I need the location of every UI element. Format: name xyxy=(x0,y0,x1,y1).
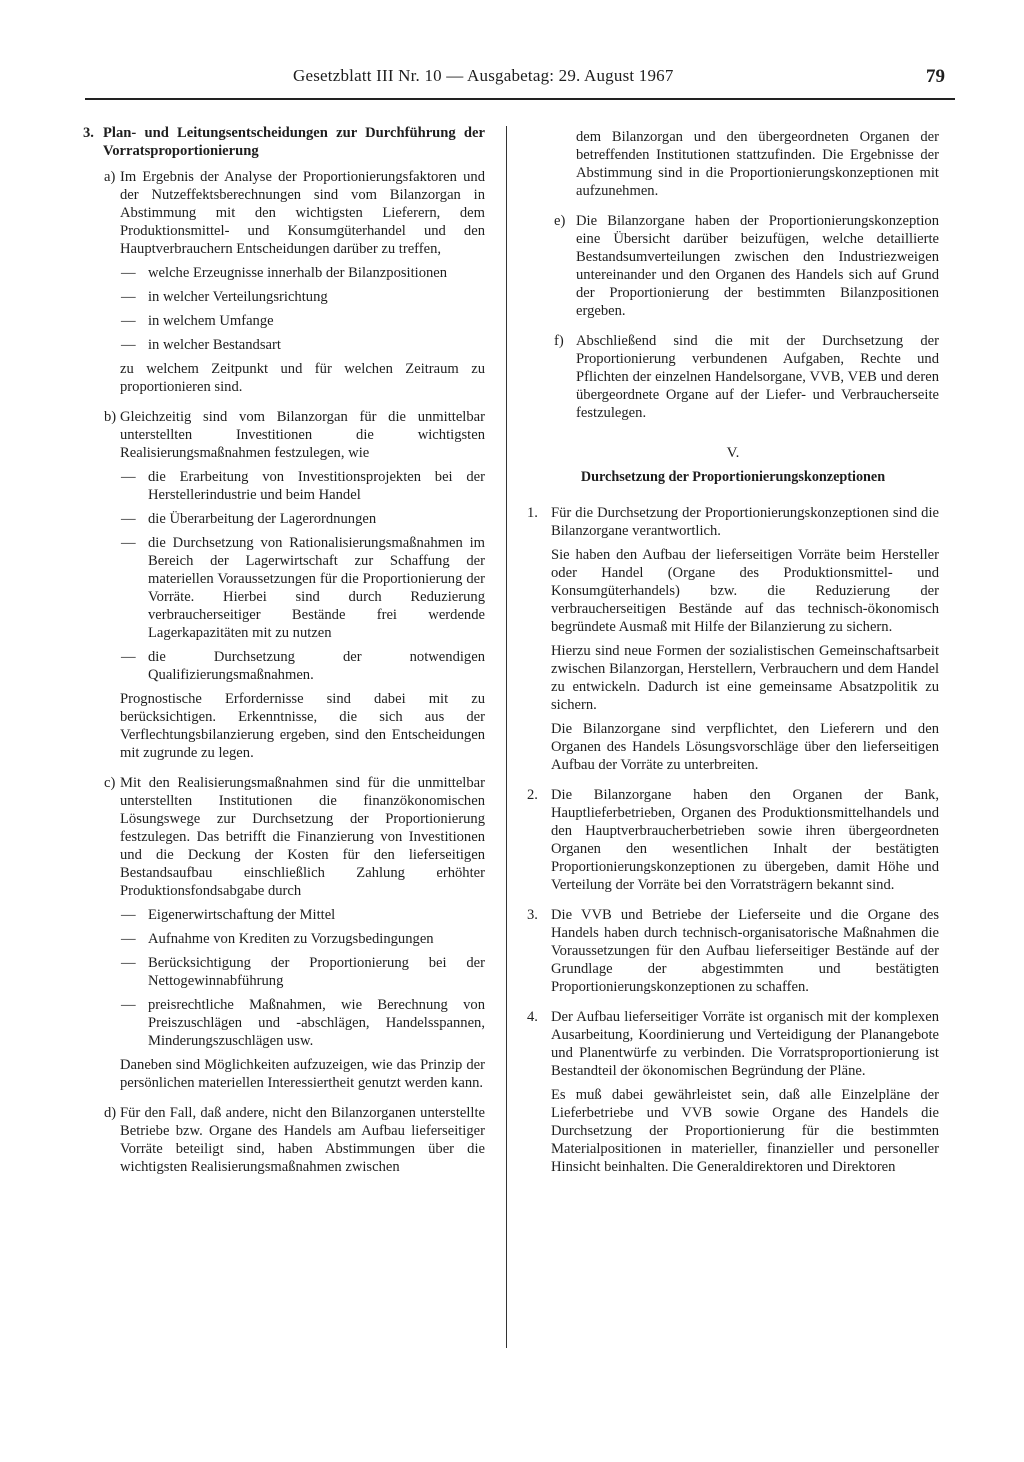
list-item: — die Erarbeitung von Investitionsprojekten bei der Herstellerindustrie und beim Handel xyxy=(120,468,485,504)
point-2 xyxy=(527,786,939,894)
list-item: — Berücksichtigung der Proportionierung bei der Nettogewinnabführung xyxy=(120,954,485,990)
point-4-para: Es muß dabei gewährleistet sein, daß alle Einzelpläne der Lieferbetriebe und VVB sowie Organe des Handels die Durchsetzung der Proportionierung für die bestimmten Materialpositionen in materieller, finanzieller und personeller Hinsicht beinhalten. Die Generaldirektoren und Direktoren xyxy=(551,1087,939,1175)
list-item: — in welcher Bestandsart xyxy=(120,336,485,354)
list-item: — welche Erzeugnisse innerhalb der Bilanzpositionen xyxy=(120,264,485,282)
item-c-text: Mit den Realisierungsmaßnahmen sind für die unmittelbar unterstellten Institutionen die finanzökonomischen Lösungswege zur Durchsetzung der Proportionierung festzulegen. Das betrifft die Finanzierung von Investitionen und die Deckung der Kosten für den lieferseitigen Bestandsaufbau einschließlich Zahlung erhöhter Produktionsfondsabgabe durch xyxy=(120,775,485,899)
section-3-title: Plan- und Leitungsentscheidungen zur Durchführung der Vorratsproportionierung xyxy=(103,125,485,159)
right-column xyxy=(527,124,939,1188)
item-d xyxy=(83,1104,485,1176)
item-b-list xyxy=(120,468,485,684)
list-item: — in welchem Umfange xyxy=(120,312,485,330)
item-b xyxy=(83,408,485,762)
item-f-mark: f) xyxy=(554,333,564,349)
item-d-text: Für den Fall, daß andere, nicht den Bilanzorganen unterstellte Betriebe bzw. Organe des Handels am Aufbau lieferseitiger Vorräte beteiligt sind, haben Abstimmungen über die wichtigsten Realisierungsmaßnahmen zwischen xyxy=(120,1105,485,1175)
list-item: — in welcher Verteilungsrichtung xyxy=(120,288,485,306)
item-d-mark: d) xyxy=(104,1105,117,1121)
item-b-mark: b) xyxy=(104,409,117,425)
list-item: — preisrechtliche Maßnahmen, wie Berechnung von Preiszuschlägen und -abschlägen, Handelsspannen, Minderungszuschlägen usw. xyxy=(120,996,485,1050)
page-header xyxy=(85,60,955,100)
item-a-mark: a) xyxy=(104,169,116,185)
point-2-text: Die Bilanzorgane haben den Organen der Bank, Hauptlieferbetrieben, Organen des Produktionsmittelhandels und den Hauptverbraucherbetrieben sowie ihren übergeordneten Organen den wesentlichen Inhalt der bestätigten Proportionierungskonzeptionen zu übergeben, damit Höhe und Verteilung der Vorräte bei den Vorratsträgern bekannt sind. xyxy=(551,787,939,893)
section-title: Durchsetzung der Proportionierungskonzeptionen xyxy=(580,469,886,485)
point-4-number: 4. xyxy=(527,1009,538,1025)
item-e-mark: e) xyxy=(554,213,566,229)
point-4 xyxy=(527,1008,939,1176)
item-a xyxy=(83,168,485,396)
page-number: 79 xyxy=(926,66,945,87)
point-4-text: Der Aufbau lieferseitiger Vorräte ist organisch mit der komplexen Ausarbeitung, Koordinierung und Verteidigung der Planangebote und Planentwürfe zu verbinden. Die Vorratsproportionierung ist Bestandteil der ökonomischen Begründung der Pläne. xyxy=(551,1009,939,1079)
item-f xyxy=(527,332,939,422)
item-b-text: Gleichzeitig sind vom Bilanzorgan für die unmittelbar unterstellten Investitionen die wichtigsten Realisierungsmaßnahmen festzulegen, wie xyxy=(120,409,485,461)
item-c-list xyxy=(120,906,485,1050)
point-1-para-1: Sie haben den Aufbau der lieferseitigen Vorräte beim Hersteller oder Handel (Organe des Produktionsmittel- und Konsumgüterhandels) bzw. die Reduzierung der verbraucherseitigen Bestände auf das technisch-ökonomisch begründete Ausmaß mit Hilfe der Bilanzierung zu sichern. xyxy=(551,547,939,635)
item-c-after: Daneben sind Möglichkeiten aufzuzeigen, wie das Prinzip der persönlichen materiellen Interessiertheit genutzt werden kann. xyxy=(120,1057,485,1091)
list-item: — die Durchsetzung der notwendigen Qualifizierungsmaßnahmen. xyxy=(120,648,485,684)
list-item: — die Überarbeitung der Lagerordnungen xyxy=(120,510,485,528)
item-a-text: Im Ergebnis der Analyse der Proportionierungsfaktoren und der Nutzeffektsberechnungen sind vom Bilanzorgan in Abstimmung mit den wichtigsten Lieferern, dem Produktionsmittel- und Konsumgüterhandel und den Hauptverbrauchern Entscheidungen darüber zu treffen, xyxy=(120,169,485,257)
gazette-title: Gesetzblatt III Nr. 10 — Ausgabetag: 29. August 1967 xyxy=(293,66,674,85)
item-c xyxy=(83,774,485,1092)
left-column xyxy=(83,124,485,1188)
item-e-text: Die Bilanzorgane haben der Proportionierungskonzeption eine Übersicht darüber beizufügen, welche detaillierte Bestandsumverteilungen zwischen den Industriezweigen untereinander und den Organen des Handels sich auf Grund der Proportionierung der bestimmten Bilanzpositionen ergeben. xyxy=(576,213,939,319)
item-a-after: zu welchem Zeitpunkt und für welchen Zeitraum zu proportionieren sind. xyxy=(120,361,485,395)
point-2-number: 2. xyxy=(527,787,538,803)
item-f-text: Abschließend sind die mit der Durchsetzung der Proportionierung verbundenen Aufgaben, Rechte und Pflichten der einzelnen Handelsorgane, VVB, VEB und deren übergeordnete Organe auf der Liefer- und Verbraucherseite festzulegen. xyxy=(576,333,939,421)
item-b-after: Prognostische Erfordernisse sind dabei mit zu berücksichtigen. Erkenntnisse, die sich aus der Verflechtungsbilanzierung ergeben, sind den Entscheidungen mit zugrunde zu legen. xyxy=(120,691,485,761)
list-item: — Aufnahme von Krediten zu Vorzugsbedingungen xyxy=(120,930,485,948)
item-a-list xyxy=(120,264,485,354)
column-divider xyxy=(506,126,507,1348)
section-3-number: 3. xyxy=(83,125,94,141)
section-number: V. xyxy=(726,445,740,461)
point-1-para-2: Hierzu sind neue Formen der sozialistischen Gemeinschaftsarbeit zwischen Bilanzorgan, Herstellern, Verbrauchern und dem Handel zu entwickeln. Dadurch ist eine gemeinsame Absatzpolitik zu sichern. xyxy=(551,643,939,713)
point-3 xyxy=(527,906,939,996)
item-d-continued: dem Bilanzorgan und den übergeordneten Organen der betreffenden Institutionen stattzufinden. Die Ergebnisse der Abstimmung sind in die Proportionierungskonzeptionen mit aufzunehmen. xyxy=(576,129,939,199)
item-e xyxy=(527,212,939,320)
point-1-text: Für die Durchsetzung der Proportionierungskonzeptionen sind die Bilanzorgane verantwortlich. xyxy=(551,505,939,539)
point-1 xyxy=(527,504,939,774)
item-c-mark: c) xyxy=(104,775,116,791)
section-3-heading xyxy=(83,124,485,160)
point-1-para-3: Die Bilanzorgane sind verpflichtet, den Lieferern und den Organen des Handels Lösungsvorschläge über den lieferseitigen Aufbau der Vorräte zu unterbreiten. xyxy=(551,721,939,773)
list-item: — Eigenerwirtschaftung der Mittel xyxy=(120,906,485,924)
point-3-text: Die VVB und Betriebe der Lieferseite und die Organe des Handels haben durch technisch-organisatorische Maßnahmen die Voraussetzungen für den Aufbau lieferseitiger Bestände auf der Grundlage der abgestimmten und bestätigten Proportionierungskonzeptionen zu schaffen. xyxy=(551,907,939,995)
point-3-number: 3. xyxy=(527,907,538,923)
point-1-number: 1. xyxy=(527,505,538,521)
list-item: — die Durchsetzung von Rationalisierungsmaßnahmen im Bereich der Lagerwirtschaft zur Schaffung der materiellen Voraussetzungen für die Proportionierung der Vorräte. Hierbei sind durch Reduzierung verbraucherseitiger Bestände frei werdende Lagerkapazitäten mit zu nutzen xyxy=(120,534,485,642)
